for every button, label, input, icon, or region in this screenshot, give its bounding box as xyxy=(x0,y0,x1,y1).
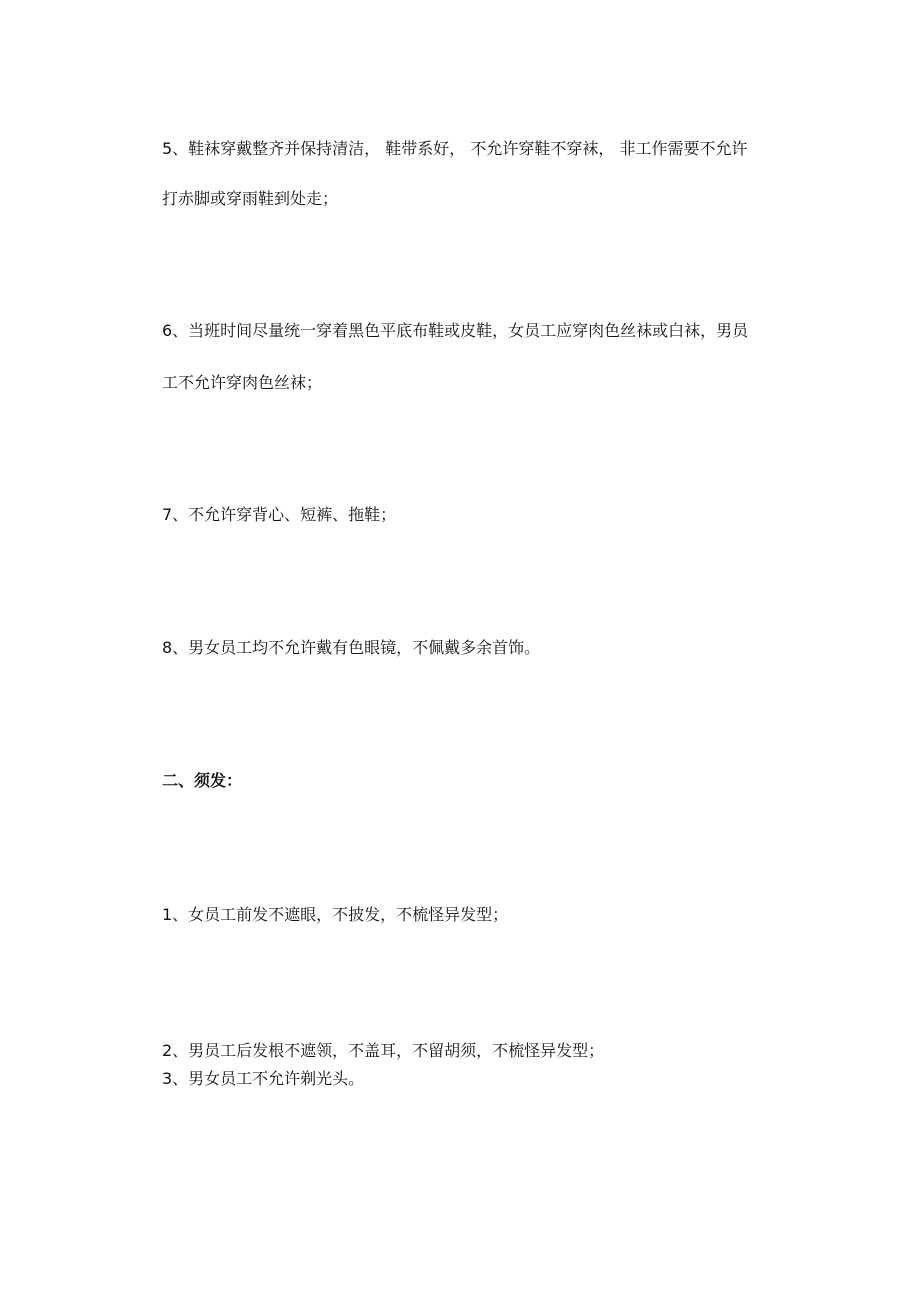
rule-5-line-2: 打赤脚或穿雨鞋到处走； xyxy=(162,189,339,208)
section-heading-hair: 二、须发： xyxy=(162,771,243,790)
rule-8: 8、男女员工均不允许戴有色眼镜，不佩戴多余首饰。 xyxy=(162,638,541,657)
rule-5-line-1: 5、鞋袜穿戴整齐并保持清洁， 鞋带系好， 不允许穿鞋不穿袜， 非工作需要不允许 xyxy=(162,139,748,158)
rule-7: 7、不允许穿背心、短裤、拖鞋； xyxy=(162,505,397,524)
hair-rule-1: 1、女员工前发不遮眼，不披发，不梳怪异发型； xyxy=(162,905,509,924)
rule-6-line-1: 6、当班时间尽量统一穿着黑色平底布鞋或皮鞋，女员工应穿肉色丝袜或白袜，男员 xyxy=(162,321,749,340)
rule-6-line-2: 工不允许穿肉色丝袜； xyxy=(162,373,323,392)
hair-rule-3: 3、男女员工不允许剃光头。 xyxy=(162,1069,365,1088)
hair-rule-2: 2、男员工后发根不遮领，不盖耳，不留胡须，不梳怪异发型； xyxy=(162,1041,605,1060)
